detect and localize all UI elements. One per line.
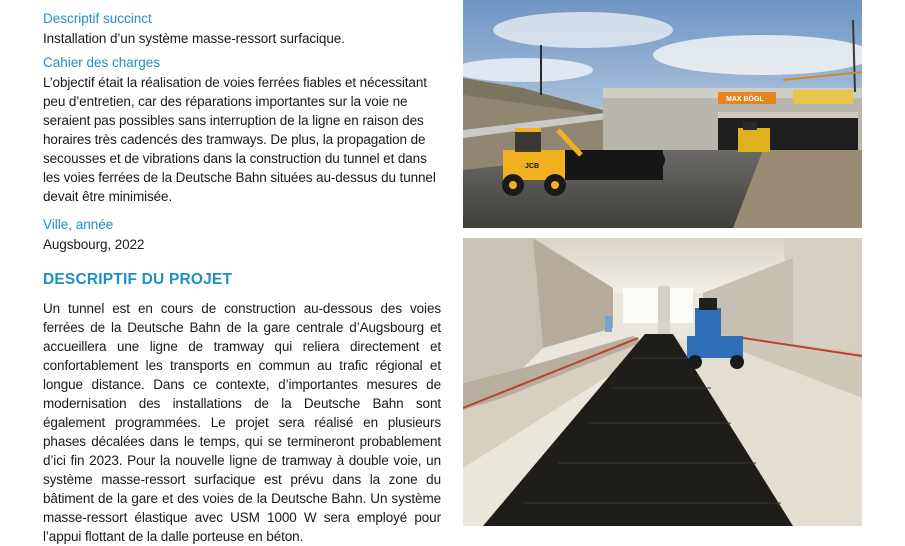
project-heading: DESCRIPTIF DU PROJET (43, 271, 233, 288)
specs-label: Cahier des charges (43, 55, 161, 70)
brief-text: Installation d’un système masse-ressort surfacique. (43, 31, 345, 46)
max-boegl-banner: MAX BÖGL (726, 96, 764, 103)
place-value: Augsbourg, 2022 (43, 237, 145, 252)
tunnel-interior-photo (463, 238, 862, 526)
specs-text: L’objectif était la réalisation de voies ferrées fiables et nécessitant peu d’entretien, car des réparations importantes sur la voie ne seraient pas possibles sans interruption de la ligne en raison des horaires très cadencés des tramways. De plus, la propagation de secousses et de vibrations dans la construction du tunnel et dans les voies ferrées de la Deutsche Bahn situées au-dessus du tunnel devait être minimisée. (43, 75, 436, 204)
jcb-logo: JCB (525, 163, 540, 170)
project-text: Un tunnel est en cours de construction au-dessous des voies ferrées de la Deutsche Bahn de la gare centrale d’Augsbourg et accueillera une ligne de tramway qui reliera directement et confortablement les transports en commun au trafic régional et longue distance. Dans ce contexte, d’importantes mesures de modernisation des installations de la Deutsche Bahn sont également programmées. Le projet sera réalisé en plusieurs phases décalées dans le temps, qui se termineront probablement d’ici fin 2023. Pour la nouvelle ligne de tramway à double voie, un système masse-ressort surfacique est prévu dans la zone du bâtiment de la gare et des voies de la Deutsche Bahn. Un système masse-ressort élastique avec USM 1000 W sera employé pour l’appui flottant de la dalle porteuse en béton. (43, 301, 441, 544)
brief-label: Descriptif succinct (43, 11, 152, 26)
tunnel-portal-photo (463, 0, 862, 228)
place-label: Ville, année (43, 217, 114, 232)
